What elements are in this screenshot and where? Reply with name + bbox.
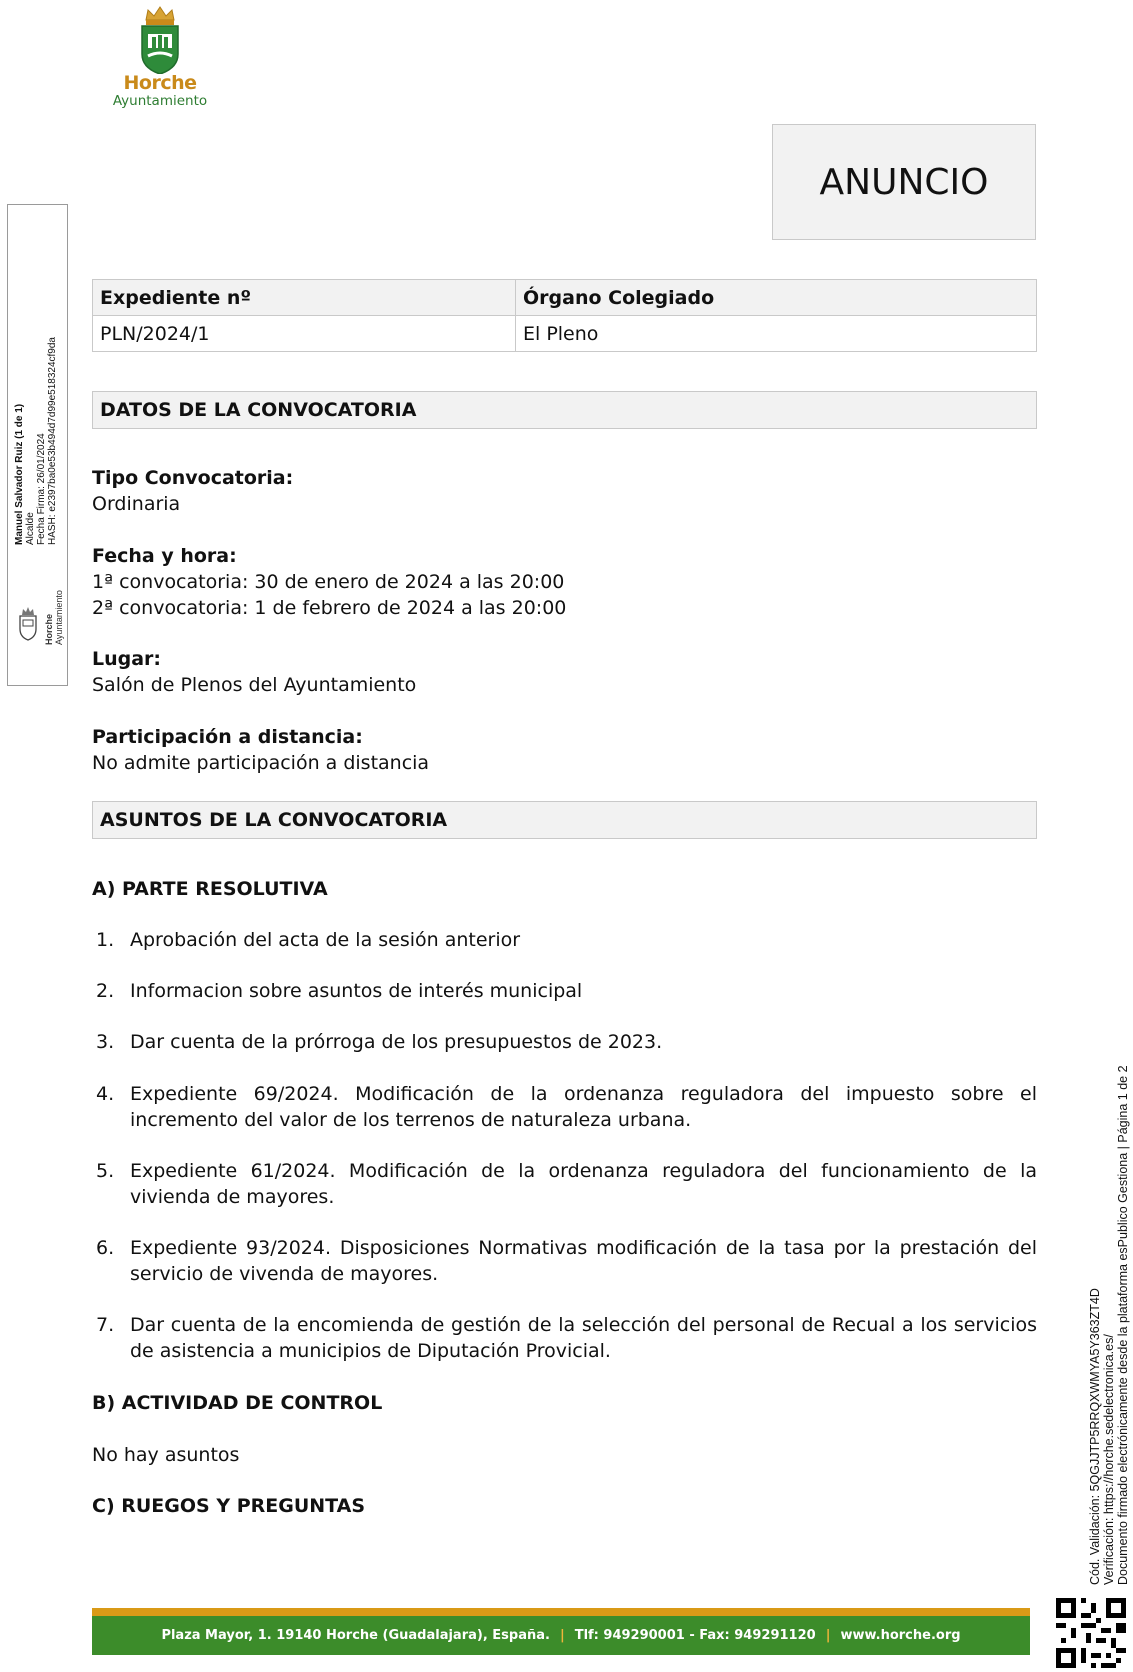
list-item-number: 5. [96, 1160, 115, 1182]
list-item-text: Dar cuenta de la prórroga de los presupuestos de 2023. [130, 1031, 663, 1053]
participacion-label: Participación a distancia: [92, 726, 363, 748]
page-footer [92, 1608, 1030, 1655]
datos-section-title: DATOS DE LA CONVOCATORIA [92, 391, 1037, 429]
footer-bar [92, 1616, 1030, 1655]
list-item-number: 2. [96, 980, 115, 1002]
signature-logo-sub: Ayuntamiento [54, 590, 64, 645]
list-item-number: 1. [96, 929, 115, 951]
expediente-table [92, 279, 1037, 352]
logo-name: Horche [123, 72, 197, 94]
parte-resolutiva-heading: A) PARTE RESOLUTIVA [92, 878, 328, 900]
lugar-value: Salón de Plenos del Ayuntamiento [92, 674, 417, 696]
list-item-text: Expediente 69/2024. Modificación de la ordenanza reguladora del impuesto sobre el incremento del valor de los terrenos de naturaleza urbana. [130, 1083, 1037, 1131]
list-item-text: Informacion sobre asuntos de interés municipal [130, 980, 583, 1002]
asuntos-section-title: ASUNTOS DE LA CONVOCATORIA [92, 801, 1037, 839]
list-item-number: 3. [96, 1031, 115, 1053]
qr-code [1056, 1598, 1126, 1668]
fecha-primera: 1ª convocatoria: 30 de enero de 2024 a las 20:00 [92, 571, 565, 593]
expediente-header: Expediente nº [93, 280, 516, 316]
organo-header: Órgano Colegiado [516, 280, 1037, 316]
coat-of-arms-icon [14, 607, 42, 643]
list-item-text: Expediente 61/2024. Modificación de la ordenanza reguladora del funcionamiento de la vivienda de mayores. [130, 1160, 1037, 1208]
ruegos-preguntas-heading: C) RUEGOS Y PREGUNTAS [92, 1495, 366, 1517]
fecha-segunda: 2ª convocatoria: 1 de febrero de 2024 a las 20:00 [92, 597, 567, 619]
footer-website[interactable]: www.horche.org [840, 1628, 961, 1643]
actividad-control-text: No hay asuntos [92, 1444, 240, 1466]
signature-date: Fecha Firma: 26/01/2024 [36, 433, 47, 545]
list-item-number: 6. [96, 1237, 115, 1259]
logo-subtitle: Ayuntamiento [112, 93, 208, 109]
tipo-value: Ordinaria [92, 493, 181, 515]
validation-code: Cód. Validación: 5QGJJTP5RRQXWMYA5Y363ZT4D [1088, 1288, 1102, 1585]
actividad-control-heading: B) ACTIVIDAD DE CONTROL [92, 1392, 383, 1414]
verification-url: Verificación: https://horche.sedelectronica.es/ [1102, 1334, 1116, 1585]
footer-phone: Tlf: 949290001 - Fax: 949291120 [574, 1628, 816, 1643]
footer-address: Plaza Mayor, 1. 19140 Horche (Guadalajara), España. [161, 1628, 550, 1643]
participacion-value: No admite participación a distancia [92, 752, 430, 774]
qr-code-icon [1056, 1598, 1126, 1668]
tipo-label: Tipo Convocatoria: [92, 467, 294, 489]
list-item-number: 4. [96, 1083, 115, 1105]
fecha-label: Fecha y hora: [92, 545, 237, 567]
list-item-text: Expediente 93/2024. Disposiciones Normativas modificación de la tasa por la prestación del servicio de vivenda de mayores. [130, 1237, 1037, 1285]
organo-value: El Pleno [516, 316, 1037, 352]
signature-logo-name: Horche [44, 613, 54, 645]
document-title: ANUNCIO [772, 124, 1036, 240]
coat-of-arms-icon [108, 4, 212, 74]
list-item-text: Dar cuenta de la encomienda de gestión de la selección del personal de Recual a los servicios de asistencia a municipios de Diputación Provicial. [130, 1314, 1037, 1362]
signer-name: Manuel Salvador Ruiz (1 de 1) [14, 403, 25, 545]
list-item-number: 7. [96, 1314, 115, 1336]
signer-role: Alcalde [25, 512, 36, 545]
expediente-value: PLN/2024/1 [93, 316, 516, 352]
lugar-label: Lugar: [92, 648, 162, 670]
footer-gold-stripe [92, 1608, 1030, 1616]
municipal-logo [108, 4, 212, 108]
signed-document-note: Documento firmado electrónicamente desde la plataforma esPublico Gestiona | Página 1 de 2 [1116, 1065, 1130, 1585]
footer-separator: | [559, 1628, 565, 1643]
signature-hash: HASH: e2397ba0e53b494d7d99e518324cf9da [47, 337, 58, 545]
list-item-text: Aprobación del acta de la sesión anterior [130, 929, 521, 951]
signature-stamp [7, 204, 68, 686]
footer-separator: | [825, 1628, 831, 1643]
signature-logo [12, 590, 64, 655]
